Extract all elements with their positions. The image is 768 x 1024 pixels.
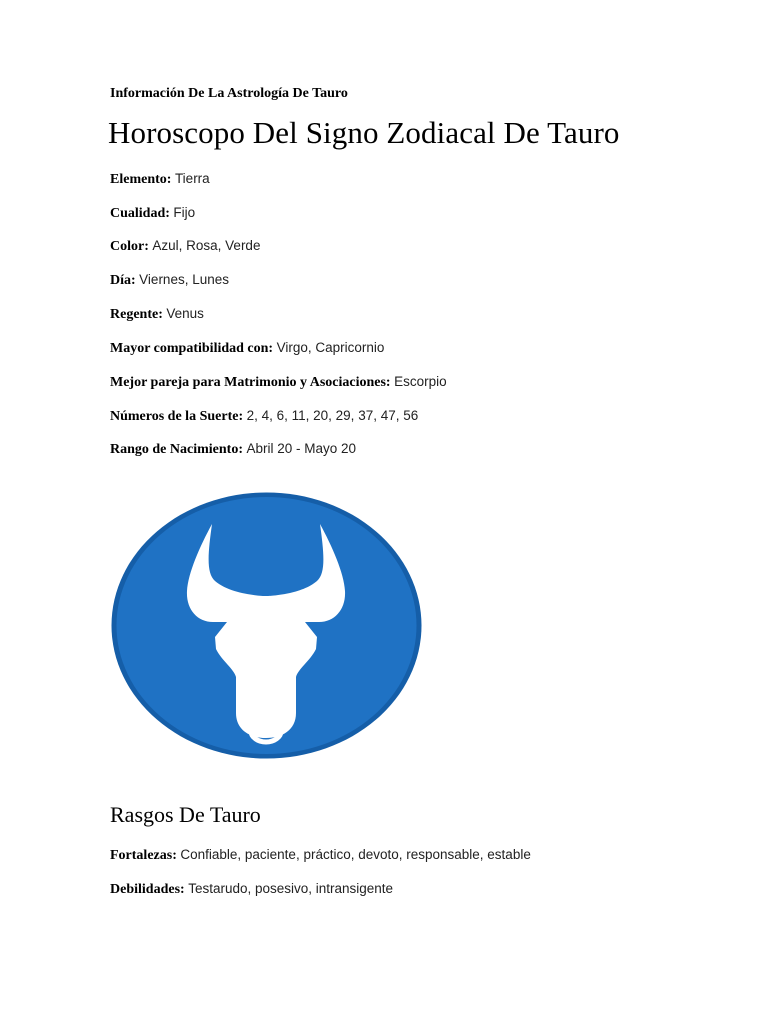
page-kicker: Información De La Astrología De Tauro — [110, 86, 348, 101]
trait-label: Debilidades: — [110, 882, 185, 897]
trait-debilidades — [110, 881, 393, 898]
fact-label: Rango de Nacimiento: — [110, 442, 243, 457]
fact-value: 2, 4, 6, 11, 20, 29, 37, 47, 56 — [246, 408, 419, 423]
trait-value: Testarudo, posesivo, intransigente — [188, 881, 394, 896]
fact-label: Color: — [110, 239, 149, 254]
fact-cualidad — [110, 205, 195, 222]
fact-value: Virgo, Capricornio — [276, 340, 385, 355]
fact-label: Números de la Suerte: — [110, 409, 244, 424]
fact-value: Viernes, Lunes — [139, 272, 229, 287]
fact-elemento — [110, 171, 210, 188]
fact-dia — [110, 272, 229, 289]
trait-fortalezas — [110, 847, 531, 864]
fact-mejor-pareja — [110, 374, 447, 391]
fact-rango-nacimiento — [110, 441, 356, 458]
fact-label: Regente: — [110, 307, 163, 322]
fact-value: Azul, Rosa, Verde — [152, 238, 261, 253]
fact-value: Escorpio — [394, 374, 447, 389]
trait-value: Confiable, paciente, práctico, devoto, responsable, estable — [180, 847, 531, 862]
fact-label: Día: — [110, 273, 136, 288]
fact-value: Abril 20 - Mayo 20 — [246, 441, 357, 456]
fact-label: Mejor pareja para Matrimonio y Asociaciones: — [110, 375, 391, 390]
fact-label: Mayor compatibilidad con: — [110, 341, 274, 356]
fact-value: Venus — [166, 306, 204, 321]
taurus-bull-icon — [110, 491, 423, 760]
fact-label: Cualidad: — [110, 206, 170, 221]
fact-label: Elemento: — [110, 172, 172, 187]
fact-numeros-suerte — [110, 408, 418, 425]
fact-value: Tierra — [174, 171, 210, 186]
traits-title: Rasgos De Tauro — [110, 802, 261, 827]
fact-color — [110, 238, 260, 255]
fact-regente — [110, 306, 204, 323]
fact-compatibilidad — [110, 340, 384, 357]
fact-value: Fijo — [173, 205, 196, 220]
trait-label: Fortalezas: — [110, 848, 177, 863]
page-title: Horoscopo Del Signo Zodiacal De Tauro — [108, 115, 620, 150]
